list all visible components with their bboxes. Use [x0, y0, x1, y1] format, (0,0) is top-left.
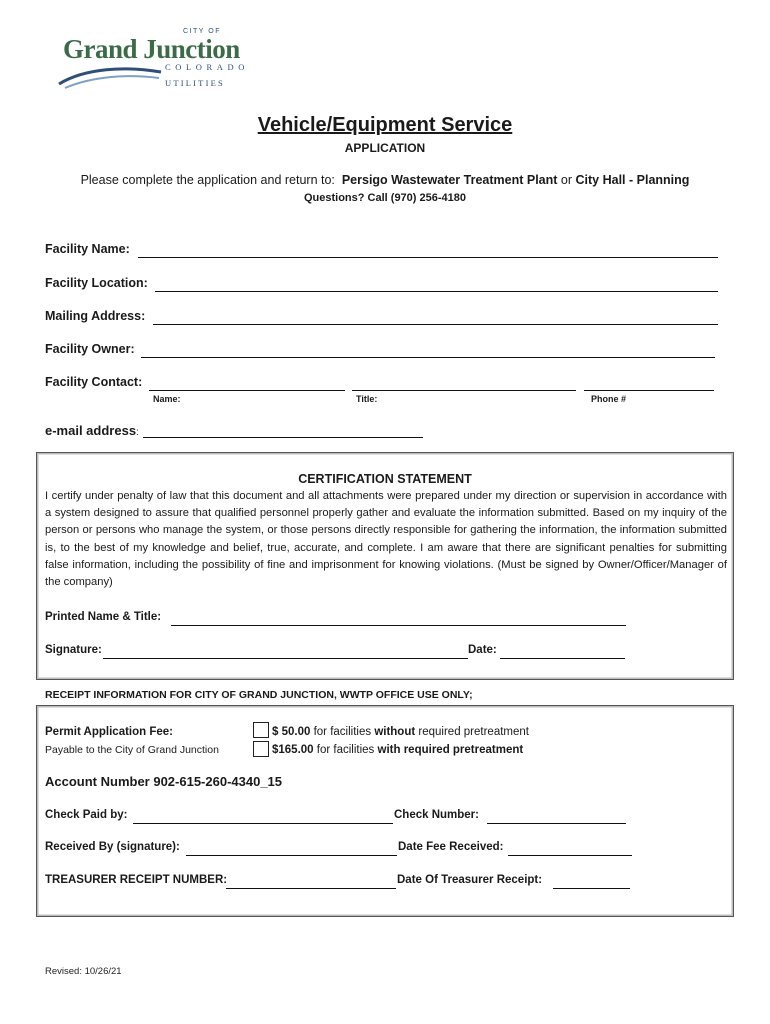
instructions — [0, 173, 770, 187]
check-paid-field[interactable] — [133, 823, 393, 824]
facility-contact-label: Facility Contact: — [45, 375, 143, 389]
signature-field[interactable] — [103, 658, 468, 659]
contact-phone-field[interactable] — [584, 390, 714, 391]
treasurer-date-field[interactable] — [553, 888, 630, 889]
certification-body: I certify under penalty of law that this document and all attachments were prepared under my direction or supervision in accordance with a system designed to assure that qualified personnel properly gather and evaluate the information submitted. Based on my inquiry of the person or persons who manage the system, or those persons directly responsible for gathering the information, the information submitted is, to the best of my knowledge and belief, true, accurate, and complete. I am aware that there are significant penalties for submitting false information, including the possibility of fine and imprisonment for knowing violations. (Must be signed by Owner/Officer/Manager of the company) — [45, 490, 727, 589]
receipt-title: RECEIPT INFORMATION FOR CITY OF GRAND JUNCTION, WWTP OFFICE USE ONLY; — [45, 689, 473, 701]
facility-location-label: Facility Location: — [45, 276, 148, 290]
facility-owner-label: Facility Owner: — [45, 342, 135, 356]
logo-swoosh-icon — [55, 64, 165, 90]
check-number-field[interactable] — [487, 823, 626, 824]
logo-utilities: UTILITIES — [165, 78, 225, 88]
fee-without-checkbox[interactable] — [253, 722, 269, 738]
fee-option-with — [272, 744, 523, 756]
received-by-label: Received By (signature): — [45, 841, 180, 853]
email-label-colon: : — [136, 427, 139, 438]
logo-name: Grand Junction — [63, 34, 240, 64]
facility-name-field[interactable] — [138, 257, 718, 258]
facility-location-field[interactable] — [155, 291, 718, 292]
fee-option-with-amount: $165.00 — [272, 744, 314, 756]
date-fee-label: Date Fee Received: — [398, 841, 504, 853]
instructions-place-2: City Hall - Planning — [575, 173, 690, 187]
email-field[interactable] — [143, 437, 423, 438]
fee-label: Permit Application Fee: — [45, 726, 174, 738]
logo-city-of: CITY OF — [183, 28, 221, 35]
page-subtitle: APPLICATION — [344, 141, 426, 155]
contact-name-sublabel: Name: — [153, 394, 181, 404]
check-paid-label: Check Paid by: — [45, 809, 128, 821]
contact-title-sublabel: Title: — [356, 394, 378, 404]
questions-line: Questions? Call (970) 256-4180 — [303, 192, 466, 204]
fee-option-without-post: required pretreatment — [418, 726, 529, 738]
date-fee-field[interactable] — [508, 855, 632, 856]
treasurer-date-label: Date Of Treasurer Receipt: — [397, 874, 543, 886]
fee-option-with-pre: for facilities — [316, 744, 375, 756]
printed-name-label: Printed Name & Title: — [45, 611, 162, 623]
instructions-or: or — [560, 173, 573, 187]
fee-option-without-bold: without — [374, 726, 416, 738]
contact-phone-sublabel: Phone # — [591, 394, 627, 404]
treasurer-receipt-field[interactable] — [226, 888, 396, 889]
certification-title: CERTIFICATION STATEMENT — [298, 472, 472, 486]
logo-state: COLORADO — [165, 62, 250, 72]
facility-owner-field[interactable] — [141, 357, 715, 358]
instructions-place-1: Persigo Wastewater Treatment Plant — [341, 173, 558, 187]
cert-date-label: Date: — [468, 644, 497, 656]
grand-junction-logo — [55, 28, 270, 96]
treasurer-receipt-label: TREASURER RECEIPT NUMBER: — [45, 874, 228, 886]
fee-with-checkbox[interactable] — [253, 741, 269, 757]
fee-option-without — [272, 726, 529, 738]
fee-option-with-bold: with required pretreatment — [377, 744, 524, 756]
revised-date: Revised: 10/26/21 — [45, 966, 122, 977]
mailing-address-field[interactable] — [153, 324, 718, 325]
cert-date-field[interactable] — [500, 658, 625, 659]
contact-name-field[interactable] — [149, 390, 345, 391]
printed-name-field[interactable] — [171, 625, 626, 626]
fee-sub-label: Payable to the City of Grand Junction — [45, 744, 219, 756]
email-label — [45, 423, 139, 438]
received-by-field[interactable] — [186, 855, 397, 856]
mailing-address-label: Mailing Address: — [45, 309, 146, 323]
fee-option-without-amount: $ 50.00 — [272, 726, 311, 738]
signature-label: Signature: — [45, 644, 102, 656]
fee-option-without-pre: for facilities — [313, 726, 372, 738]
email-label-text: e-mail address — [45, 423, 137, 438]
page-title: Vehicle/Equipment Service — [257, 114, 513, 136]
instructions-prefix: Please complete the application and return to: — [80, 173, 335, 187]
account-number: Account Number 902-615-260-4340_15 — [45, 774, 283, 789]
check-number-label: Check Number: — [394, 809, 479, 821]
facility-name-label: Facility Name: — [45, 242, 130, 256]
contact-title-field[interactable] — [352, 390, 576, 391]
